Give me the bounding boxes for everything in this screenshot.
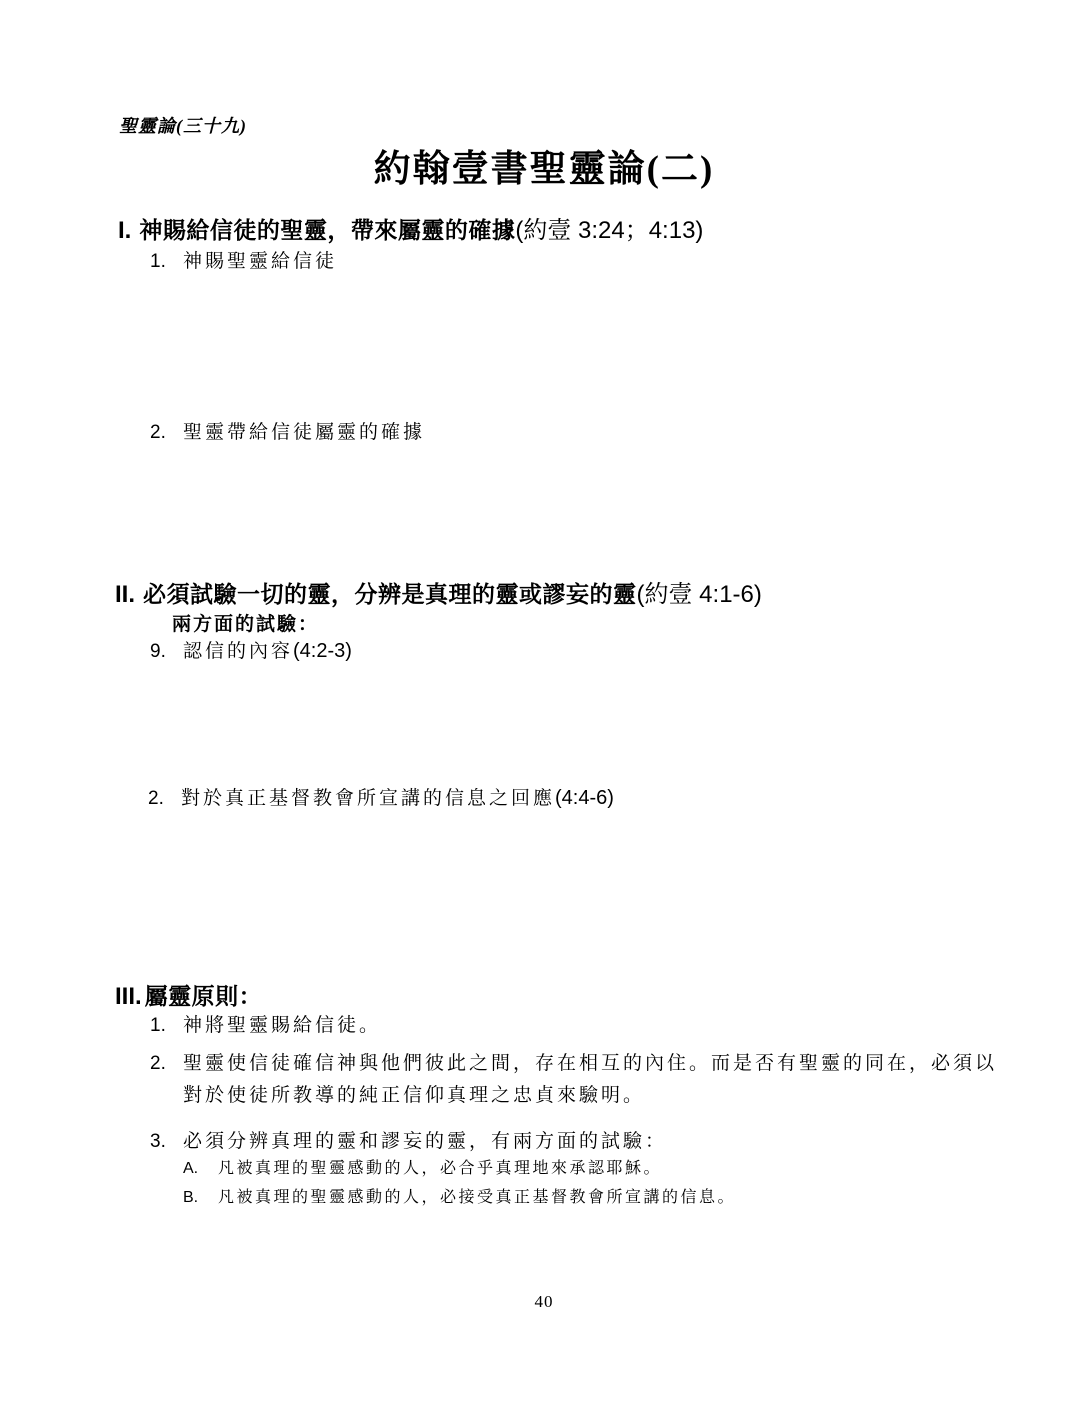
item-text: 必須分辨真理的靈和謬妄的靈，有兩方面的試驗： — [183, 1131, 668, 1152]
section-1-item-1 — [150, 246, 337, 273]
header-label: 聖靈論(三十九) — [119, 116, 247, 136]
section-3-item-1 — [150, 1010, 381, 1037]
item-number: 2. — [150, 1053, 166, 1074]
section-1-numeral: I. — [118, 217, 132, 244]
page-number: 40 — [534, 1292, 554, 1311]
verse-ref: (4:4-6) — [555, 787, 614, 809]
subitem-letter: A. — [183, 1160, 199, 1177]
section-3-item-2 — [150, 1048, 997, 1112]
subitem-text: 凡被真理的聖靈感動的人，必接受真正基督教會所宣講的信息。 — [218, 1189, 737, 1206]
subitem-text: 凡被真理的聖靈感動的人，必合乎真理地來承認耶穌。 — [218, 1160, 663, 1177]
section-1-heading-ref: (約壹 3:24；4:13) — [515, 217, 704, 244]
section-2-item-9 — [150, 636, 352, 663]
item-text: 對於真正基督教會所宣講的信息之回應(4:4-6) — [181, 787, 614, 809]
section-2-item-2 — [148, 783, 614, 810]
section-2-heading — [115, 574, 762, 609]
item-text: 神賜聖靈給信徒 — [183, 251, 338, 272]
section-3-item-3 — [150, 1126, 667, 1153]
section-1-heading-text: 神賜給信徒的聖靈，帶來屬靈的確據 — [139, 218, 516, 243]
item-number: 9. — [150, 641, 166, 662]
subitem-letter: B. — [183, 1189, 199, 1206]
section-3-heading-text: 屬靈原則： — [144, 984, 263, 1009]
item-number: 3. — [150, 1131, 166, 1152]
item-text: 聖靈帶給信徒屬靈的確據 — [183, 422, 426, 443]
item-text: 神將聖靈賜給信徒。 — [183, 1015, 382, 1036]
section-2-numeral: II. — [115, 581, 136, 608]
section-2-heading-ref: (約壹 4:1-6) — [636, 581, 762, 608]
section-3-item-3-sub-a — [183, 1155, 662, 1178]
section-2-sub-label: 兩方面的試驗： — [172, 614, 320, 635]
item-number: 1. — [150, 251, 166, 272]
item-text — [183, 1048, 997, 1112]
item-number: 2. — [148, 788, 164, 809]
section-3-numeral: III. — [115, 983, 142, 1010]
section-3-heading — [115, 978, 262, 1011]
section-2-heading-text: 必須試驗一切的靈，分辨是真理的靈或謬妄的靈 — [143, 582, 637, 607]
item-text: 認信的內容(4:2-3) — [183, 640, 352, 662]
page-title: 約翰壹書聖靈論(二) — [373, 149, 715, 190]
section-3-item-3-sub-b — [183, 1184, 736, 1207]
item-number: 1. — [150, 1015, 166, 1036]
section-1-item-2 — [150, 417, 425, 444]
item-number: 2. — [150, 422, 166, 443]
verse-ref: (4:2-3) — [293, 640, 352, 662]
section-1-heading — [118, 210, 703, 245]
item-text-line-2: 對於使徒所教導的純正信仰真理之忠貞來驗明。 — [183, 1085, 646, 1106]
item-text-line-1: 聖靈使信徒確信神與他們彼此之間，存在相互的內住。而是否有聖靈的同在，必須以 — [183, 1053, 998, 1074]
